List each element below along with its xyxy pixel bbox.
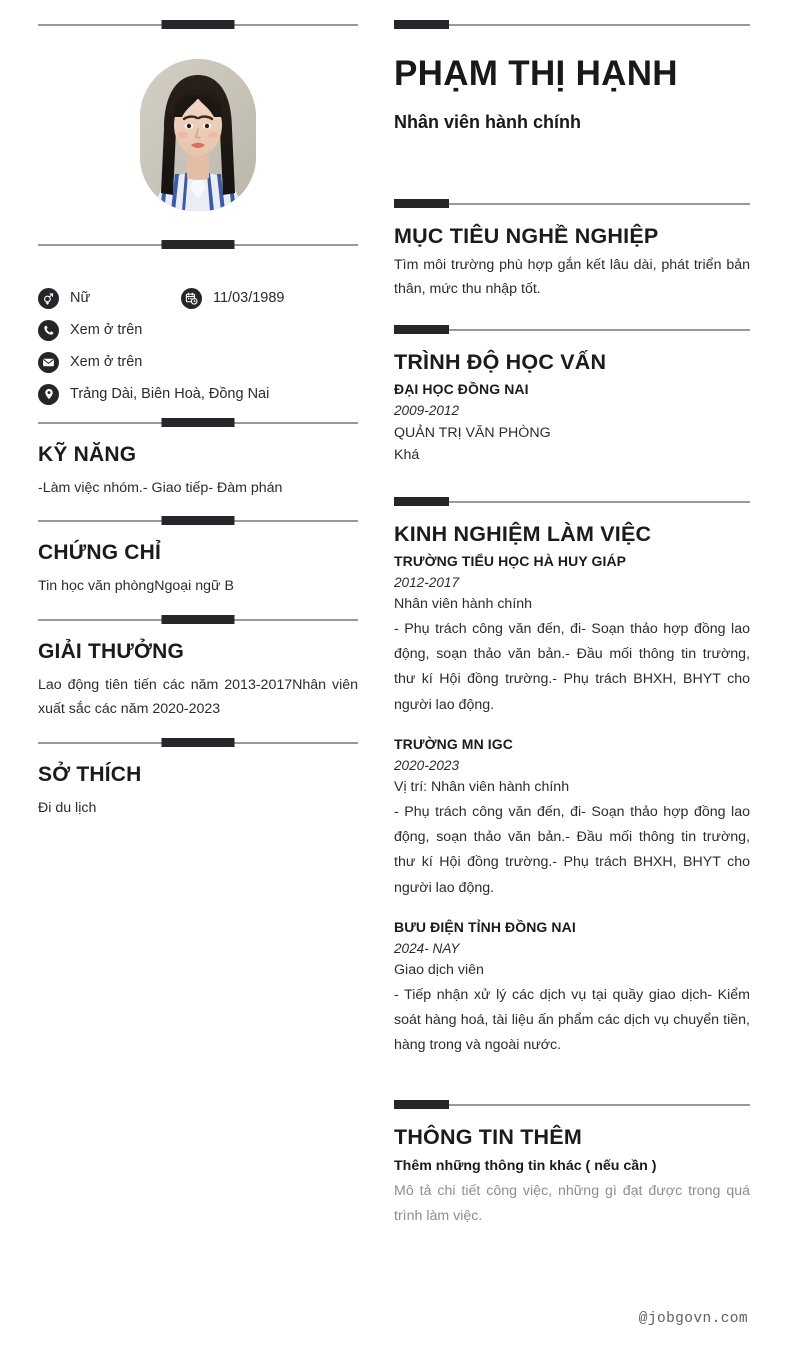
certificates-text: Tin học văn phòngNgoại ngữ B xyxy=(38,578,234,595)
objective-text: Tìm môi trường phù hợp gắn kết lâu dài, phát triển bản thân, mức thu nhập tốt. xyxy=(394,256,750,298)
divider-bar xyxy=(394,325,449,334)
experience-date: 2024- NAY xyxy=(394,940,460,956)
divider-header xyxy=(394,18,750,32)
section-heading-education: TRÌNH ĐỘ HỌC VẤN xyxy=(394,350,607,375)
contact-row xyxy=(38,282,358,314)
header-spacer xyxy=(394,135,750,197)
main-column xyxy=(394,18,790,1347)
photo-block xyxy=(38,32,358,238)
divider-hobbies xyxy=(38,736,358,750)
awards-text: Lao động tiên tiến các năm 2013-2017Nhân viên xuất sắc các năm 2020-2023 xyxy=(38,676,358,718)
divider-bar xyxy=(162,418,235,427)
contact-row xyxy=(38,378,358,410)
phone-value: Xem ở trên xyxy=(70,321,143,338)
skills-text: -Làm việc nhóm.- Giao tiếp- Đàm phán xyxy=(38,480,283,496)
experience-role: Nhân viên hành chính xyxy=(394,596,533,613)
contact-list xyxy=(38,282,358,410)
additional-bold-text: Thêm những thông tin khác ( nếu cần ) xyxy=(394,1158,657,1175)
divider-skills xyxy=(38,416,358,430)
divider-bar xyxy=(162,240,235,249)
envelope-icon xyxy=(38,352,59,373)
experience-entry xyxy=(394,734,750,901)
experience-entry xyxy=(394,551,750,718)
address-value: Trảng Dài, Biên Hoà, Đồng Nai xyxy=(70,385,270,402)
experience-role: Vị trí: Nhân viên hành chính xyxy=(394,778,570,795)
education-date: 2009-2012 xyxy=(394,403,460,419)
email-value: Xem ở trên xyxy=(70,353,143,370)
experience-org: TRƯỜNG MN IGC xyxy=(394,735,513,752)
experience-org: BƯU ĐIỆN TỈNH ĐỒNG NAI xyxy=(394,918,576,935)
job-title: Nhân viên hành chính xyxy=(394,112,582,133)
contact-birthday xyxy=(181,288,285,309)
experience-desc: - Phụ trách công văn đến, đi- Soạn thảo hợp đồng lao động, soạn thảo văn bản.- Đầu mối thông tin trường, thư kí Hội đồng trường.- Phụ trách BHXH, BHYT cho người lao động. xyxy=(394,620,750,713)
divider-objective xyxy=(394,197,750,211)
divider-bar xyxy=(162,738,235,747)
phone-icon xyxy=(38,320,59,341)
section-heading-additional: THÔNG TIN THÊM xyxy=(394,1125,582,1150)
section-heading-experience: KINH NGHIỆM LÀM VIỆC xyxy=(394,521,652,546)
spacer xyxy=(394,305,750,323)
additional-muted-text: Mô tả chi tiết công việc, những gì đạt được trong quá trình làm việc. xyxy=(394,1182,750,1224)
divider-bar xyxy=(162,20,235,29)
education-major: QUẢN TRỊ VĂN PHÒNG xyxy=(394,424,551,441)
experience-desc: - Tiếp nhận xử lý các dịch vụ tại quầy giao dịch- Kiểm soát hàng hoá, tài liệu ấn phẩm các dịch vụ chuyển tiền, hàng trong và ngoài nước. xyxy=(394,986,750,1054)
divider-bar xyxy=(162,615,235,624)
section-heading-hobbies: SỞ THÍCH xyxy=(38,762,142,786)
divider-bar xyxy=(394,497,449,506)
divider-additional xyxy=(394,1098,750,1112)
sidebar-column xyxy=(0,18,358,1347)
experience-org: TRƯỜNG TIỂU HỌC HÀ HUY GIÁP xyxy=(394,552,627,569)
divider-experience xyxy=(394,495,750,509)
gender-value: Nữ xyxy=(70,289,91,306)
divider-bar xyxy=(394,1100,449,1109)
section-heading-skills: KỸ NĂNG xyxy=(38,443,137,466)
contact-address xyxy=(38,384,269,405)
spacer xyxy=(394,1074,750,1098)
watermark: @jobgovn.com xyxy=(638,1311,748,1327)
avatar xyxy=(140,59,256,211)
location-pin-icon xyxy=(38,384,59,405)
experience-role: Giao dịch viên xyxy=(394,961,484,978)
experience-date: 2012-2017 xyxy=(394,574,460,590)
column-gap xyxy=(358,18,394,1347)
experience-entry xyxy=(394,917,750,1059)
experience-date: 2020-2023 xyxy=(394,757,460,773)
divider-below-photo xyxy=(38,238,358,252)
divider-bar xyxy=(394,199,449,208)
section-heading-certificates: CHỨNG CHỈ xyxy=(38,541,162,565)
gender-icon xyxy=(38,288,59,309)
divider-certificates xyxy=(38,514,358,528)
profile-photo-image xyxy=(140,59,256,211)
calendar-clock-icon xyxy=(181,288,202,309)
page-title: PHẠM THỊ HẠNH xyxy=(394,54,678,93)
contact-gender xyxy=(38,288,181,309)
contact-phone xyxy=(38,320,142,341)
contact-email xyxy=(38,352,142,373)
divider-bar xyxy=(162,516,235,525)
hobbies-text: Đi du lịch xyxy=(38,799,97,816)
spacer xyxy=(394,483,750,495)
education-grade: Khá xyxy=(394,447,420,464)
experience-desc: - Phụ trách công văn đến, đi- Soạn thảo hợp đồng lao động, soạn thảo văn bản.- Đầu mối thông tin trường, thư kí Hội đồng trường.- Phụ trách BHXH, BHYT cho người lao động. xyxy=(394,803,750,896)
divider-bar xyxy=(394,20,449,29)
divider-education xyxy=(394,323,750,337)
section-heading-objective: MỤC TIÊU NGHỀ NGHIỆP xyxy=(394,223,659,248)
section-heading-awards: GIẢI THƯỞNG xyxy=(38,639,185,663)
divider-top xyxy=(38,18,358,32)
divider-awards xyxy=(38,613,358,627)
birthday-value: 11/03/1989 xyxy=(213,289,285,306)
contact-row xyxy=(38,314,358,346)
education-entry xyxy=(394,379,750,467)
education-org: ĐẠI HỌC ĐỒNG NAI xyxy=(394,381,529,398)
contact-row xyxy=(38,346,358,378)
